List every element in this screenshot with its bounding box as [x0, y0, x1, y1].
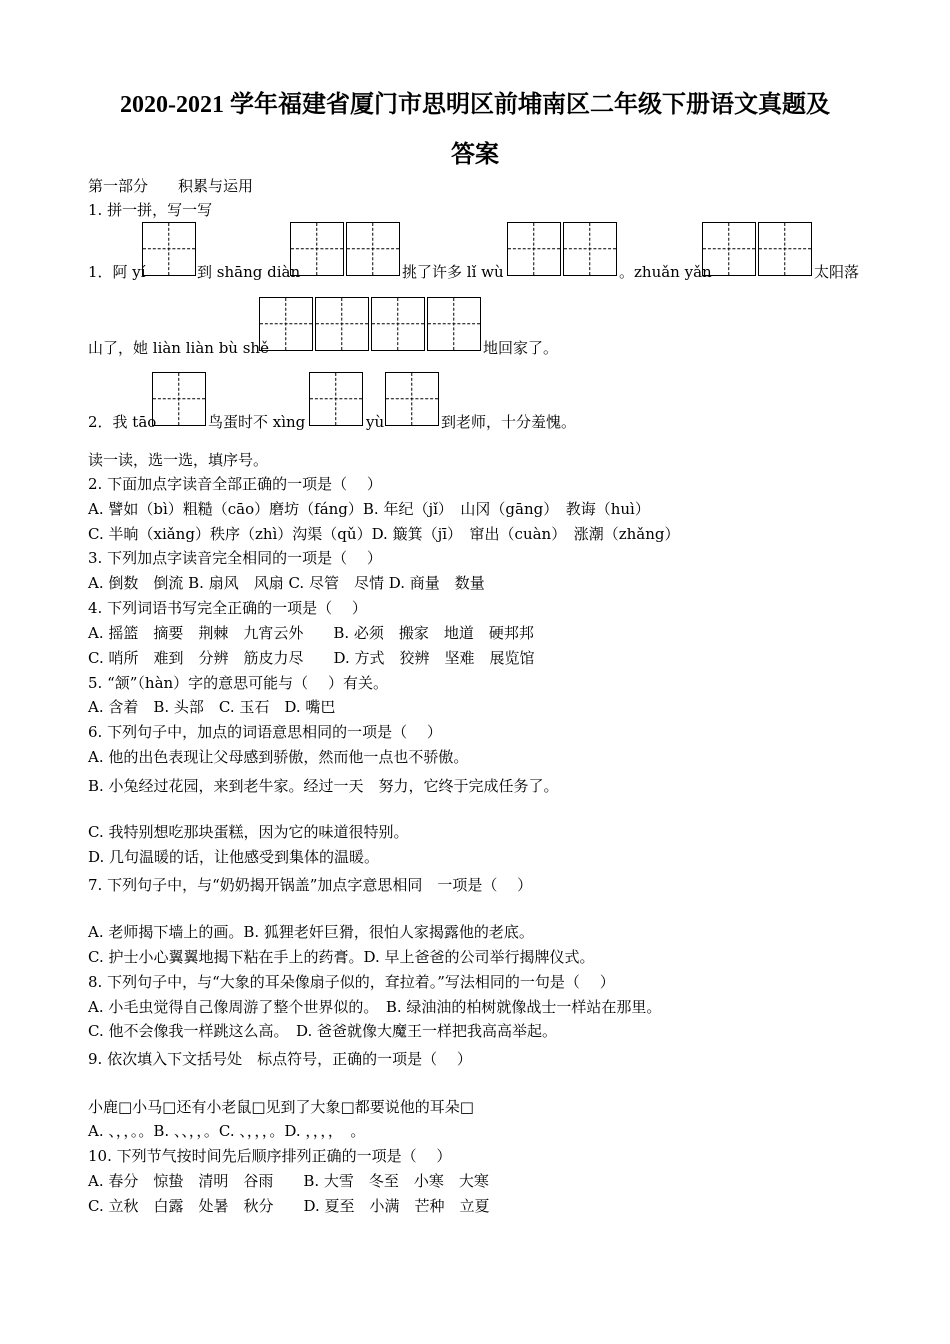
text-line: C. 立秋 白露 处暑 秋分 D. 夏至 小满 芒种 立夏 — [88, 1197, 490, 1215]
q1-line3-text-d: 到老师，十分羞愧。 — [441, 413, 577, 431]
writing-box[interactable] — [385, 372, 439, 426]
text-line: C. 我特别想吃那块蛋糕，因为它的味道很特别。 — [88, 823, 409, 841]
q1-line1-text-a: 1．阿 yí — [88, 263, 146, 281]
q1-line1-text-c: 挑了许多 lǐ wù — [402, 263, 504, 281]
writing-box[interactable] — [152, 372, 206, 426]
text-line: A. 春分 惊蛰 清明 谷雨 B. 大雪 冬至 小寒 大寒 — [88, 1172, 489, 1190]
text-line: A. 含着 B. 头部 C. 玉石 D. 嘴巴 — [88, 698, 336, 716]
q1-line2-text-b: 地回家了。 — [483, 339, 559, 357]
text-line: C. 护士小心翼翼地揭下粘在手上的药膏。D. 早上爸爸的公司举行揭牌仪式。 — [88, 948, 595, 966]
text-line: 3. 下列加点字读音完全相同的一项是（ ） — [88, 549, 382, 567]
text-line: A. 倒数 倒流 B. 扇风 风扇 C. 尽管 尽情 D. 商量 数量 — [88, 574, 485, 592]
doc-title-line1: 2020-2021 学年福建省厦门市思明区前埔南区二年级下册语文真题及 — [120, 92, 830, 118]
writing-box[interactable] — [758, 222, 812, 276]
text-line: A. 小毛虫觉得自己像周游了整个世界似的。 B. 绿油油的柏树就像战士一样站在那里。 — [88, 998, 662, 1016]
writing-box[interactable] — [259, 297, 313, 351]
writing-box[interactable] — [142, 222, 196, 276]
text-line: 7. 下列句子中，与“奶奶揭开锅盖”加点字意思相同 一项是（ ） — [88, 876, 533, 894]
text-line: 8. 下列句子中，与“大象的耳朵像扇子似的，耷拉着。”写法相同的一句是（ ） — [88, 973, 615, 991]
q1-line1-text-e: 太阳落 — [814, 263, 860, 281]
q1-line1-text-b: 到 shāng diàn — [197, 263, 301, 281]
q1-line3-text-b: 鸟蛋时不 xìng — [208, 413, 306, 431]
text-line: C. 半晌（xiǎng）秩序（zhì）沟渠（qǔ）D. 簸箕（jī） 窜出（cuàn） 涨潮（zhǎng） — [88, 525, 680, 543]
writing-box[interactable] — [507, 222, 561, 276]
text-line: 2. 下面加点字读音全部正确的一项是（ ） — [88, 475, 382, 493]
text-line: 10. 下列节气按时间先后顺序排列正确的一项是（ ） — [88, 1147, 452, 1165]
writing-box[interactable] — [346, 222, 400, 276]
writing-box[interactable] — [309, 372, 363, 426]
text-line: A. 摇篮 摘要 荆棘 九宵云外 B. 必须 搬家 地道 硬邦邦 — [88, 624, 534, 642]
text-line: A. 譬如（bì）粗糙（cāo）磨坊（fáng）B. 年纪（jǐ） 山冈（gāng） 教诲（huì） — [88, 500, 650, 518]
text-line: 6. 下列句子中，加点的词语意思相同的一项是（ ） — [88, 723, 442, 741]
writing-box[interactable] — [563, 222, 617, 276]
text-line: D. 几句温暖的话，让他感受到集体的温暖。 — [88, 848, 380, 866]
q1-line3-text-c: yù — [366, 413, 385, 431]
q1-line1-text-d: 。zhuǎn yǎn — [619, 263, 712, 281]
writing-box[interactable] — [290, 222, 344, 276]
q1-line2-text-a: 山了，她 liàn liàn bù shě — [88, 339, 269, 357]
section-heading: 第一部分 积累与运用 — [88, 177, 254, 195]
text-line: B. 小兔经过花园，来到老牛家。经过一天 努力，它终于完成任务了。 — [88, 777, 559, 795]
writing-box[interactable] — [371, 297, 425, 351]
text-line: A. 老师揭下墙上的画。B. 狐狸老奸巨猾，很怕人家揭露他的老底。 — [88, 923, 534, 941]
text-line: 小鹿□小马□还有小老鼠□见到了大象□都要说他的耳朵□ — [88, 1098, 474, 1116]
writing-box[interactable] — [427, 297, 481, 351]
text-line: 4. 下列词语书写完全正确的一项是（ ） — [88, 599, 367, 617]
q1-heading: 1. 拼一拼，写一写 — [88, 201, 213, 219]
writing-box[interactable] — [702, 222, 756, 276]
doc-title-line2: 答案 — [451, 142, 499, 168]
text-line: A. 、，，。。B. 、、，，。C. 、，，，。D. ，，，， 。 — [88, 1122, 366, 1140]
text-line: 读一读，选一选，填序号。 — [88, 451, 269, 469]
q1-line3-text-a: 2．我 tāo — [88, 413, 157, 431]
text-line: C. 哨所 难到 分辨 筋皮力尽 D. 方式 狡辨 坚难 展览馆 — [88, 649, 535, 667]
text-line: C. 他不会像我一样跳这么高。 D. 爸爸就像大魔王一样把我高高举起。 — [88, 1022, 558, 1040]
writing-box[interactable] — [315, 297, 369, 351]
text-line: 9. 依次填入下文括号处 标点符号，正确的一项是（ ） — [88, 1050, 472, 1068]
text-line: A. 他的出色表现让父母感到骄傲，然而他一点也不骄傲。 — [88, 748, 469, 766]
text-line: 5. “颔”（hàn）字的意思可能与（ ）有关。 — [88, 674, 388, 692]
